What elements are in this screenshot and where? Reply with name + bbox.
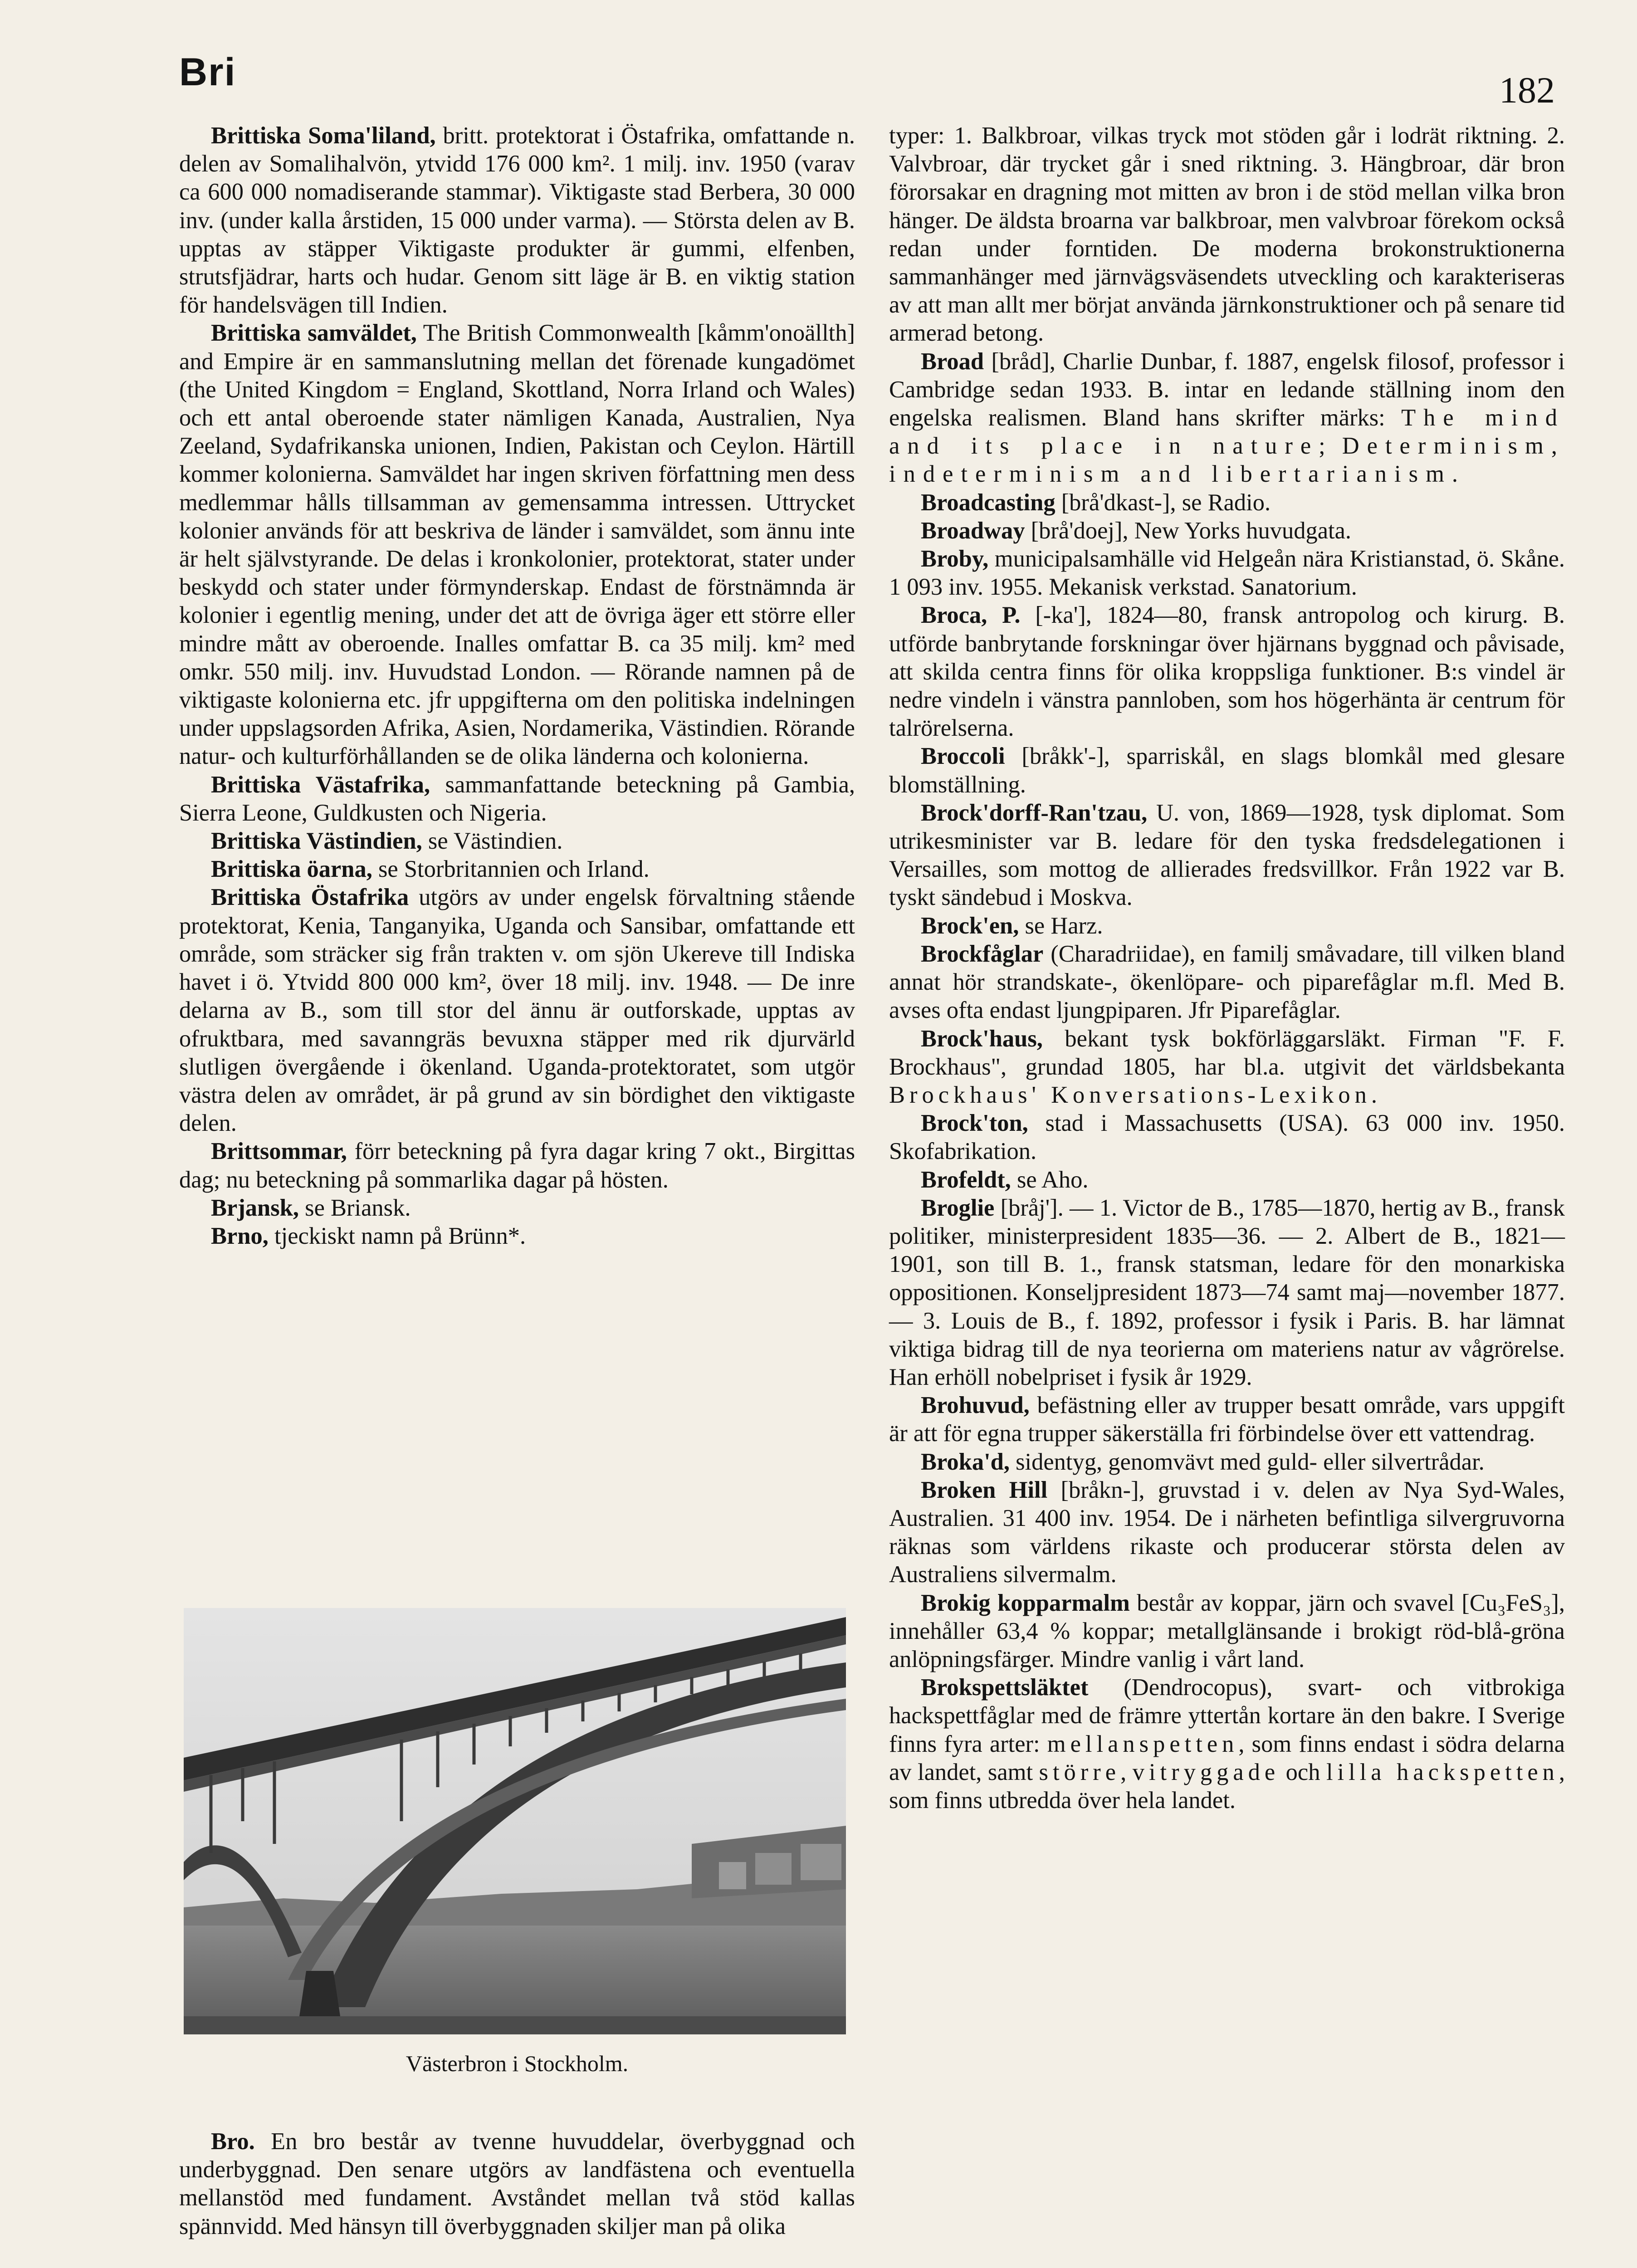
spaced-title: The mind and its place in nature (889, 405, 1565, 459)
entry-brittsommar (179, 1137, 855, 1193)
headword: Broby, (921, 546, 989, 572)
entry-brofeldt (889, 1166, 1565, 1194)
entry-brocken (889, 912, 1565, 940)
entry-text: [bråkn-], gruvstad i v. delen av Nya Syd-Wales, Australien. 31 400 inv. 1954. De i närheten befintliga silvergruvorna räknas som världens rikaste och producerar största delen av Australiens silvermalm. (889, 1476, 1565, 1588)
entry-text: [bråj']. — 1. Victor de B., 1785—1870, hertig av B., fransk politiker, ministerpresident 1835—36. — 2. Albert de B., 1821—1901, son till B. 1., fransk statsman, ledare för den monarkiska oppositionen. Konseljpresident 1873—74 samt maj—november 1877. — 3. Louis de B., f. 1892, professor i fysik i Paris. B. har lämnat viktiga bidrag till de nya teorierna om materiens natur av vågrörelse. Han erhöll nobelpriset i fysik år 1929. (889, 1194, 1565, 1390)
spaced-title: Brockhaus' Konversations-Lexikon (889, 1081, 1371, 1108)
entry-broca (889, 601, 1565, 742)
entry-brokspettslaktet (889, 1673, 1565, 1814)
headword: Brjansk, (211, 1194, 299, 1221)
entry-text: se Storbritannien och Irland. (372, 856, 650, 883)
entry-text: sammanfattande beteckning på Gambia, Sierra Leone, Guldkusten och Nigeria. (179, 771, 855, 826)
headword: Brittiska Västindien, (211, 828, 422, 855)
right-column (889, 122, 1565, 1814)
entry-text: municipalsamhälle vid Helgeån nära Kristianstad, ö. Skåne. 1 093 inv. 1955. Mekanisk verkstad. Sanatorium. (889, 546, 1565, 601)
entry-broglie (889, 1194, 1565, 1391)
entry-text: och (1280, 1759, 1326, 1785)
entry-brittiska-samvaldet (179, 319, 855, 770)
entry-text: befästning eller av trupper besatt område, vars uppgift är att för egna trupper säkerställa fri förbindelse över ett vattendrag. (889, 1392, 1565, 1447)
headword: Brittiska öarna, (211, 856, 372, 883)
entry-brockfaglar (889, 940, 1565, 1025)
entry-text: britt. protektorat i Östafrika, omfattande n. delen av Somalihalvön, ytvidd 176 000 km². 1 milj. inv. 1950 (varav ca 600 000 nomadiserande stammar). Viktigaste stad Berbera, 30 000 inv. (under kalla årstiden, 15 000 under varma). — Största delen av B. upptas av stäpper Viktigaste produkter är gummi, elfenben, strutsfjädrar, harts och hudar. Genom sitt läge är B. en viktig station för handelsvägen till Indien. (179, 122, 855, 318)
entry-text: förr beteckning på fyra dagar kring 7 okt., Birgittas dag; nu beteckning på sommarlika dagar på hösten. (179, 1138, 855, 1193)
headword: Brittsommar, (211, 1138, 347, 1165)
entry-broby (889, 545, 1565, 601)
headword: Brock'ton, (921, 1110, 1028, 1137)
entry-text: ; (1319, 433, 1342, 459)
entry-text: [brå'doej], New Yorks huvudgata. (1025, 517, 1352, 544)
headword: Broka'd, (921, 1448, 1010, 1475)
entry-brittiska-vastafrika (179, 771, 855, 827)
entry-text: se Briansk. (299, 1194, 411, 1221)
headword: Brokig kopparmalm (921, 1589, 1130, 1616)
entry-brittiska-vastindien (179, 827, 855, 855)
entry-broadway (889, 517, 1565, 545)
headword: Brittiska Västafrika, (211, 771, 430, 798)
entry-broken-hill (889, 1476, 1565, 1589)
entry-text: bekant tysk bokförläggarsläkt. Firman "F. F. Brockhaus", grundad 1805, har bl.a. utgivit det världsbekanta (889, 1025, 1565, 1080)
entry-text: (Charadriidae), en familj småvadare, till vilken bland annat hör strandskate-, ökenlöpare- och piparefåglar m.fl. Med B. avses ofta endast ljungpiparen. Jfr Piparefåglar. (889, 940, 1565, 1024)
entry-broad (889, 347, 1565, 489)
bridge-figure (179, 1608, 855, 2077)
entry-brjansk (179, 1194, 855, 1222)
headword: Broadcasting (921, 489, 1055, 516)
headword: Bro. (211, 2128, 255, 2155)
entry-bro (179, 2127, 855, 2240)
spaced-term: mellanspetten (1047, 1730, 1239, 1757)
headword: Brock'en, (921, 912, 1019, 939)
entry-text: se Harz. (1019, 912, 1103, 939)
entry-brittiska-ostafrika (179, 883, 855, 1137)
entry-brockdorff-rantzau (889, 799, 1565, 912)
entry-text: The British Commonwealth [kåmm'onoällth] and Empire är en sammanslutning mellan det förenade kungadömet (the United Kingdom = England, Skottland, Norra Irland och Wales) och ett antal oberoende stater nämligen Kanada, Australien, Nya Zeeland, Sydafrikanska unionen, Indien, Pakistan och Ceylon. Härtill kommer kolonierna. Samväldet har ingen skriven författning men dess medlemmar hålls tillsamman av gemensamma intressen. Uttrycket kolonier används för att beskriva de länder i samväldet, som ännu inte är helt självstyrande. De delas i kronkolonier, protektorat, stater under beskydd och stater under förmynderskap. Endast de förstnämnda är kolonier i egentlig mening, under det att de övriga äger ett större eller mindre mått av oberoende. Inalles omfattar B. ca 35 milj. km² med omkr. 550 milj. inv. Huvudstad London. — Rörande namnen på de viktigaste kolonierna etc. jfr uppgifterna om den politiska indelningen under uppslagsorden Afrika, Asien, Nordamerika, Västindien. Rörande natur- och kulturförhållanden se de olika länderna och kolonierna. (179, 320, 855, 770)
entry-brohuvud (889, 1391, 1565, 1447)
entry-text: se Västindien. (422, 828, 563, 855)
headword: Broken Hill (921, 1476, 1048, 1503)
entry-text: , som finns endast i södra delarna av landet, samt (889, 1730, 1565, 1785)
headword: Broadway (921, 517, 1025, 544)
entry-text: . (1371, 1081, 1377, 1108)
headword: Brittiska samväldet, (211, 320, 417, 347)
spaced-term: lilla hackspetten (1326, 1759, 1559, 1785)
entry-text: , som finns utbredda över hela landet. (889, 1759, 1565, 1813)
entry-brittiska-oarna (179, 855, 855, 883)
bridge-illustration (184, 1608, 846, 2034)
headword: Brokspettsläktet (921, 1674, 1089, 1701)
entry-brno (179, 1222, 855, 1250)
spaced-term: större (1039, 1759, 1121, 1785)
headword: Brittiska Östafrika (211, 884, 409, 911)
entry-text: sidentyg, genomvävt med guld- eller silvertrådar. (1009, 1448, 1485, 1475)
headword: Broglie (921, 1194, 995, 1221)
entry-text: [brå'dkast-], se Radio. (1055, 489, 1271, 516)
entry-broccoli (889, 742, 1565, 798)
entry-text: . (1451, 461, 1458, 488)
running-head: Bri (179, 50, 236, 94)
headword: Brock'haus, (921, 1025, 1043, 1052)
spaced-term: vitryggade (1132, 1759, 1280, 1785)
entry-brockhaus (889, 1025, 1565, 1110)
entry-bro-continued: typer: 1. Balkbroar, vilkas tryck mot stöden går i lodrät riktning. 2. Valvbroar, där trycket går i sned riktning. 3. Hängbroar, där bron förorsakar en dragning mot mitten av bron i de stöd mellan vilka bron hänger. De äldsta broarna var balkbroar, men valvbroar förekom också redan under forntiden. De moderna brokonstruktionerna sammanhänger med järnvägsväsendets utveckling och karakteriseras av att man allt mer börjat använda järnkonstruktioner och på senare tid armerad betong. (889, 122, 1565, 347)
entry-text: [bråkk'-], sparriskål, en slags blomkål med glesare blomställning. (889, 743, 1565, 798)
entry-brittiska-somaliland (179, 122, 855, 319)
headword: Broca, P. (921, 602, 1021, 629)
entry-text: (Dendrocopus), svart- och vitbrokiga hackspettfåglar med de främre yttertån kortare än den bakre. I Sverige finns fyra arter: (889, 1674, 1565, 1757)
headword: Broad (921, 348, 984, 375)
entry-bro-text (179, 2127, 855, 2240)
entry-text: utgörs av under engelsk förvaltning stående protektorat, Kenia, Tanganyika, Uganda och Sansibar, omfattande ett område, som sträcker sig från trakten v. om sjön Ukereve till Indiska havet i ö. Ytvidd 800 000 km², över 18 milj. inv. 1948. — De inre delarna av B., som till stor del ännu är outforskade, upptas av ofruktbara, med savanngräs bevuxna stäpper med rik djurvärld slutligen övergående i ökenland. Uganda-protektoratet, som utgör västra delen av området, är på grund av sin bördighet den viktigaste delen. (179, 884, 855, 1137)
entry-text: [bråd], Charlie Dunbar, f. 1887, engelsk filosof, professor i Cambridge sedan 1933. B. intar en ledande ställning inom den engelska realismen. Bland hans skrifter märks: (889, 348, 1565, 431)
left-column (179, 122, 855, 1250)
bridge-photo (184, 1608, 846, 2034)
entry-text: tjeckiskt namn på Brünn*. (268, 1222, 526, 1249)
entry-brockton (889, 1109, 1565, 1165)
entry-brokig-kopparmalm (889, 1589, 1565, 1674)
headword: Brno, (211, 1222, 269, 1249)
headword: Broccoli (921, 743, 1005, 770)
spaced-title: Determinism, indeterminism and libertarianism (889, 433, 1565, 488)
page-number: 182 (1499, 69, 1555, 111)
headword: Brittiska Soma'liland, (211, 122, 436, 149)
entry-text: En bro består av tvenne huvuddelar, överbyggnad och underbyggnad. Den senare utgörs av landfästena och eventuella mellanstöd med fundament. Avståndet mellan två stöd kallas spännvidd. Med hänsyn till överbyggnaden skiljer man på olika (179, 2128, 855, 2239)
entry-broadcasting (889, 489, 1565, 517)
headword: Brockfåglar (921, 940, 1044, 967)
entry-text: stad i Massachusetts (USA). 63 000 inv. 1950. Skofabrikation. (889, 1110, 1565, 1165)
headword: Brock'dorff-Ran'tzau, (921, 799, 1148, 826)
entry-brokad (889, 1448, 1565, 1476)
entry-text: , (1120, 1759, 1133, 1785)
headword: Brohuvud, (921, 1392, 1030, 1419)
figure-caption: Västerbron i Stockholm. (406, 2051, 629, 2076)
entry-text: [-ka'], 1824—80, fransk antropolog och kirurg. B. utförde banbrytande forskningar över hjärnans byggnad och påvisade, att skilda centra finns för olika kroppsliga funktioner. B:s vindel är nedre vindeln i vänstra pannloben, som hos högerhänta är centrum för talrörelserna. (889, 602, 1565, 742)
entry-text: U. von, 1869—1928, tysk diplomat. Som utrikesminister var B. ledare för den tyska fredsdelegationen i Versailles, som mottog de allierades fredsvillkor. Från 1922 var B. tyskt sändebud i Moskva. (889, 799, 1565, 911)
entry-text: se Aho. (1011, 1166, 1089, 1193)
entry-text: består av koppar, järn och svavel [Cu₃FeS₃], innehåller 63,4 % koppar; metallglänsande i brokigt röd-blå-gröna anlöpningsfärger. Mindre vanlig i vårt land. (889, 1589, 1565, 1672)
headword: Brofeldt, (921, 1166, 1011, 1193)
